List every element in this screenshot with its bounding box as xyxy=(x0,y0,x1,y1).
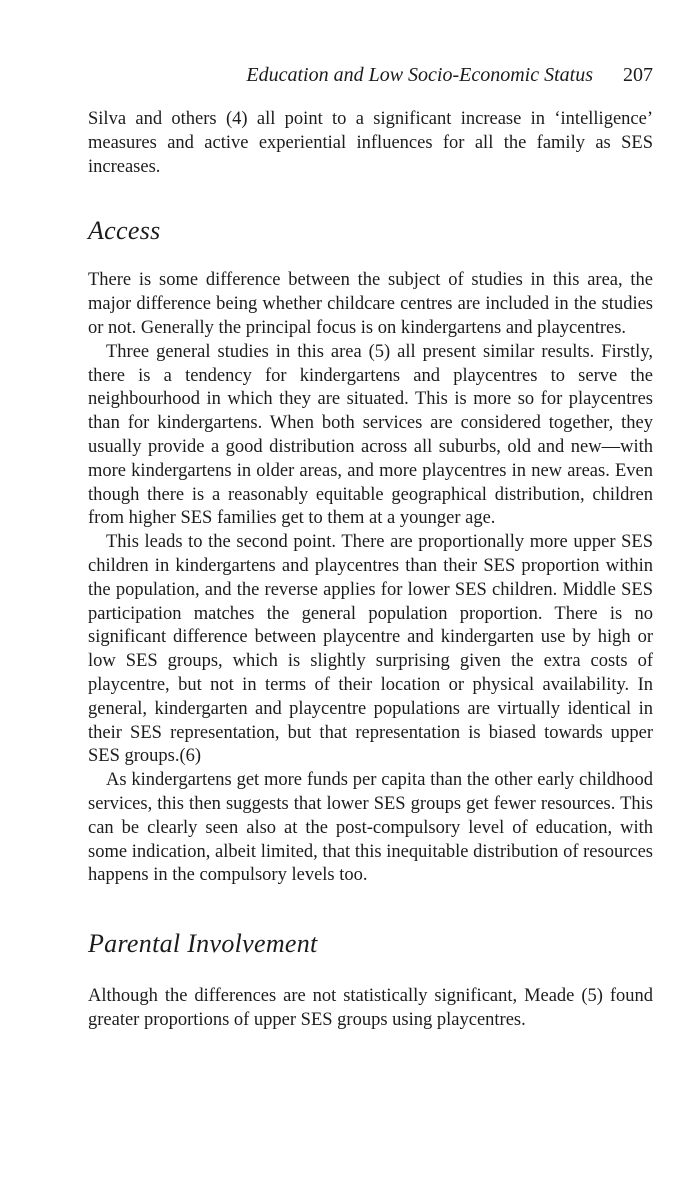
running-title: Education and Low Socio-Economic Status xyxy=(246,64,593,86)
page-body xyxy=(88,108,653,1033)
paragraph-opening: Silva and others (4) all point to a significant increase in ‘intelligence’ measures and active experiential influences for all the family as SES increases. xyxy=(88,109,653,177)
paragraph: This leads to the second point. There are proportionally more upper SES children in kindergartens and playcentres than their SES proportion within the population, and the reverse applies for lower SES children. Middle SES participation matches the general population proportion. There is no significant difference between playcentre and kindergarten use by high or low SES groups, which is slightly surprising given the extra costs of playcentre, but not in terms of their location or physical availability. In general, kindergarten and playcentre populations are virtually identical in their SES representation, but that representation is biased towards upper SES groups.(6) xyxy=(88,532,653,767)
section-heading-parental-involvement: Parental Involvement xyxy=(88,929,318,959)
section-heading-access: Access xyxy=(88,216,161,246)
running-head xyxy=(88,62,653,88)
page-number: 207 xyxy=(623,64,653,86)
paragraph: Three general studies in this area (5) all present similar results. Firstly, there is a tendency for kindergartens and playcentres to serve the neighbourhood in which they are situated. This is more so for playcentres than for kindergartens. When both services are considered together, they usually provide a good distribution across all suburbs, old and new—with more kindergartens in older areas, and more playcentres in new areas. Even though there is a reasonably equitable geographical distribution, children from higher SES families get to them at a younger age. xyxy=(88,341,653,529)
paragraph: There is some difference between the subject of studies in this area, the major difference being whether childcare centres are included in the studies or not. Generally the principal focus is on kindergartens and playcentres. xyxy=(88,270,653,338)
paragraph: Although the differences are not statistically significant, Meade (5) found greater proportions of upper SES groups using playcentres. xyxy=(88,986,653,1030)
paragraph: As kindergartens get more funds per capita than the other early childhood services, this then suggests that lower SES groups get fewer resources. This can be clearly seen also at the post-compulsory level of education, with some indication, albeit limited, that this inequitable distribution of resources happens in the compulsory levels too. xyxy=(88,770,653,886)
